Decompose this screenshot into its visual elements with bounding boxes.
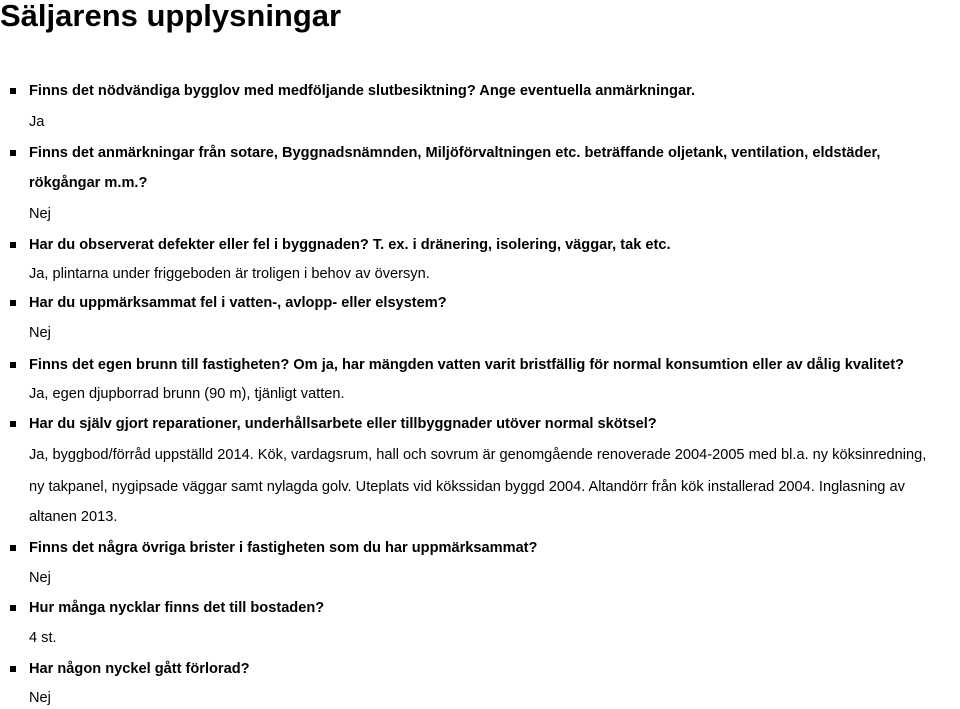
- answer-text: Nej: [29, 570, 51, 586]
- question-text: Har du observerat defekter eller fel i byggnaden? T. ex. i dränering, isolering, väggar, tak etc.: [29, 237, 671, 253]
- answer-text: 4 st.: [29, 630, 57, 646]
- page-title: Säljarens upplysningar: [0, 0, 342, 33]
- question-text: Har du uppmärksammat fel i vatten-, avlopp- eller elsystem?: [29, 295, 447, 311]
- answer-text: altanen 2013.: [29, 509, 118, 525]
- question-text: Hur många nycklar finns det till bostaden?: [29, 600, 325, 616]
- bullet-icon: [10, 88, 16, 94]
- bullet-icon: [10, 242, 16, 248]
- answer-text: Nej: [29, 325, 51, 341]
- answer-text: Ja, egen djupborrad brunn (90 m), tjänligt vatten.: [29, 386, 345, 402]
- bullet-icon: [10, 421, 16, 427]
- bullet-icon: [10, 605, 16, 611]
- bullet-icon: [10, 545, 16, 551]
- bullet-icon: [10, 150, 16, 156]
- answer-text: Nej: [29, 206, 51, 222]
- bullet-icon: [10, 300, 16, 306]
- question-text: Finns det anmärkningar från sotare, Byggnadsnämnden, Miljöförvaltningen etc. beträffande oljetank, ventilation, eldstäder,: [29, 145, 881, 161]
- answer-text: Ja, byggbod/förråd uppställd 2014. Kök, vardagsrum, hall och sovrum är genomgående renoverade 2004-2005 med bl.a. ny köksinredning,: [29, 447, 927, 463]
- question-text: Har du själv gjort reparationer, underhållsarbete eller tillbyggnader utöver normal skötsel?: [29, 416, 657, 432]
- bullet-icon: [10, 666, 16, 672]
- question-text: rökgångar m.m.?: [29, 175, 148, 191]
- answer-text: ny takpanel, nygipsade väggar samt nylagda golv. Uteplats vid kökssidan byggd 2004. Altandörr från kök installerad 2004. Inglasning av: [29, 479, 905, 495]
- answer-text: Ja: [29, 114, 45, 130]
- answer-text: Nej: [29, 690, 51, 706]
- question-text: Finns det några övriga brister i fastigheten som du har uppmärksammat?: [29, 540, 538, 556]
- answer-text: Ja, plintarna under friggeboden är troligen i behov av översyn.: [29, 266, 430, 282]
- question-text: Har någon nyckel gått förlorad?: [29, 661, 250, 677]
- question-text: Finns det nödvändiga bygglov med medföljande slutbesiktning? Ange eventuella anmärkningar.: [29, 83, 696, 99]
- question-text: Finns det egen brunn till fastigheten? Om ja, har mängden vatten varit bristfällig för normal konsumtion eller av dålig kvalitet?: [29, 357, 904, 373]
- bullet-icon: [10, 362, 16, 368]
